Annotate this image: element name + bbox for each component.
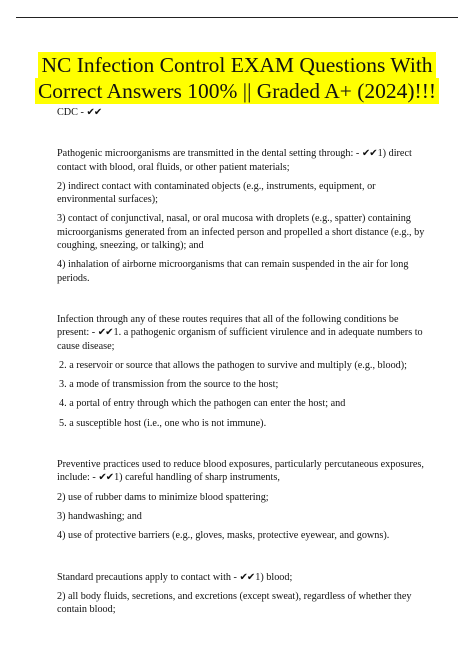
q1-answer-2: 2) indirect contact with contaminated objects (e.g., instruments, equipment, or environmental surfaces); <box>57 180 376 206</box>
q3-answer-4: 4) use of protective barriers (e.g., gloves, masks, protective eyewear, and gowns). <box>57 530 390 542</box>
title-line-1: NC Infection Control EXAM Questions With <box>38 52 435 78</box>
check-icon: ✔✔ <box>86 107 102 118</box>
check-icon: ✔✔ <box>239 571 255 583</box>
q1-answer-3: 3) contact of conjunctival, nasal, or oral mucosa with droplets (e.g., spatter) containing microorganisms generated from an infected person and propelled a short distance (e.g., by coughing, sneezing, or talking); and <box>57 213 425 252</box>
q3-answer-2: 2) use of rubber dams to minimize blood spattering; <box>57 491 269 503</box>
check-icon: ✔✔ <box>97 327 113 339</box>
q4-answer-1: 1) blood; <box>255 571 293 583</box>
q2-prefix: Infection through any of these routes requires that all of the following conditions be present: - <box>57 313 399 339</box>
document-title <box>0 52 474 104</box>
q4-answer-2: 2) all body fluids, secretions, and excretions (except sweat), regardless of whether they contain blood; <box>57 590 412 616</box>
q1-answer-4: 4) inhalation of airborne microorganisms that can remain suspended in the air for long periods. <box>57 259 409 284</box>
q2-answer-5: 5. a susceptible host (i.e., one who is not immune). <box>59 417 267 429</box>
q3-prefix: Preventive practices used to reduce blood exposures, particularly percutaneous exposures, include: - <box>57 459 424 484</box>
q3-question <box>57 458 427 485</box>
top-rule <box>16 17 458 18</box>
cdc-label: CDC - <box>57 107 87 118</box>
check-icon: ✔✔ <box>361 148 377 160</box>
q2-answer-3: 3. a mode of transmission from the source to the host; <box>59 379 279 391</box>
title-line-2: Correct Answers 100% || Graded A+ (2024)!!! <box>35 78 439 104</box>
q3-answer-3: 3) handwashing; and <box>57 510 142 522</box>
q4-question <box>57 571 427 584</box>
check-icon: ✔✔ <box>98 472 114 484</box>
cdc-line <box>57 106 427 119</box>
q4-prefix: Standard precautions apply to contact with - <box>57 571 240 583</box>
q1-prefix: Pathogenic microorganisms are transmitted in the dental setting through: - <box>57 148 362 160</box>
q1-answer-1: 1) direct contact with blood, oral fluids, or other patient materials; <box>57 148 412 173</box>
q2-answer-2: 2. a reservoir or source that allows the pathogen to survive and multiply (e.g., blood); <box>59 359 407 371</box>
q1-question <box>57 147 427 174</box>
q2-answer-1: 1. a pathogenic organism of sufficient virulence and in adequate numbers to cause disease; <box>57 327 423 352</box>
q2-question <box>57 313 427 353</box>
q3-answer-1: 1) careful handling of sharp instruments, <box>114 472 280 484</box>
q2-answer-4: 4. a portal of entry through which the pathogen can enter the host; and <box>59 398 346 410</box>
document-body <box>57 106 427 616</box>
